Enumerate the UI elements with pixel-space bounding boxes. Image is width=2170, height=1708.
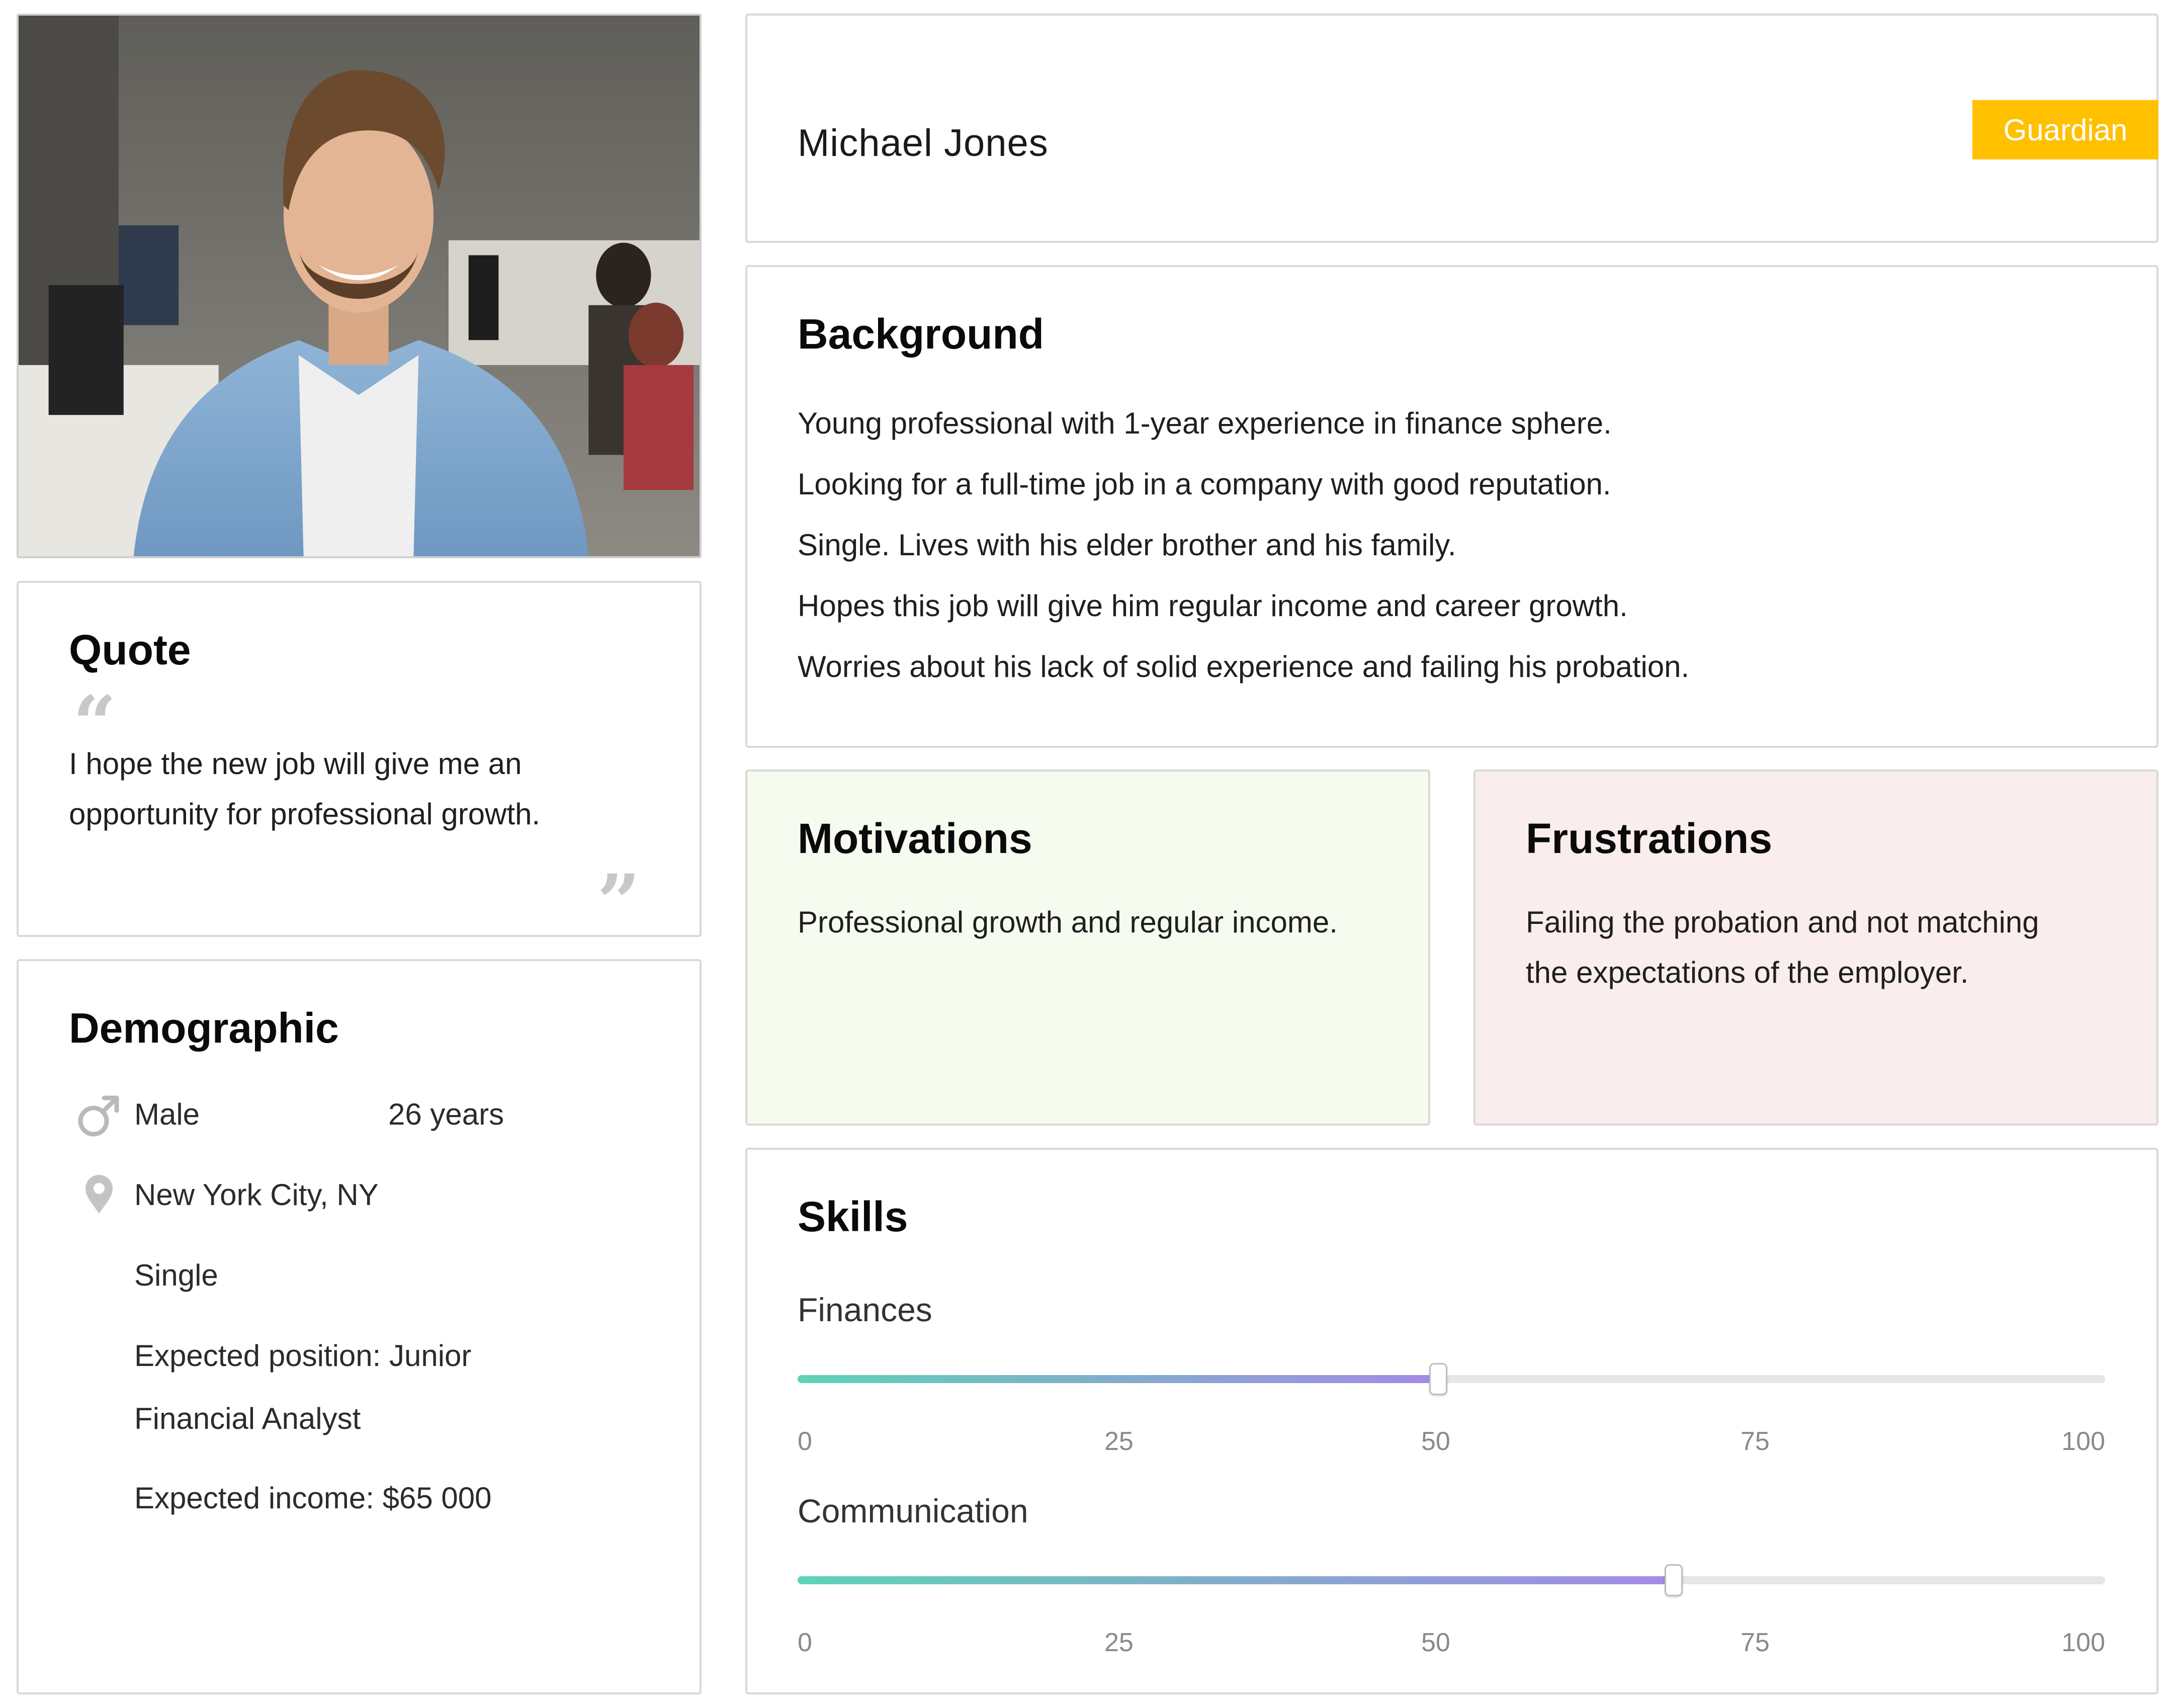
open-quote-icon: “ bbox=[73, 679, 117, 768]
age-value: 26 years bbox=[388, 1097, 504, 1131]
frustrations-title: Frustrations bbox=[1526, 815, 1773, 862]
slider-fill bbox=[798, 1375, 1438, 1383]
slider-track[interactable] bbox=[798, 1375, 2105, 1383]
slider-fill bbox=[798, 1576, 1674, 1584]
skill-finances bbox=[798, 1291, 2105, 1472]
motivations-title: Motivations bbox=[798, 815, 1032, 862]
background-line: Young professional with 1-year experience in finance sphere. bbox=[798, 406, 1612, 440]
persona-photo bbox=[17, 14, 702, 558]
tick-label: 25 bbox=[1104, 1427, 1134, 1456]
background-line: Single. Lives with his elder brother and his family. bbox=[798, 528, 1456, 562]
tick-label: 75 bbox=[1741, 1427, 1770, 1456]
male-icon bbox=[76, 1093, 122, 1138]
quote-title: Quote bbox=[69, 626, 191, 673]
quote-text: I hope the new job will give me an opportunity for professional growth. bbox=[69, 747, 541, 831]
skill-name: Finances bbox=[798, 1291, 932, 1328]
position-value-line-2: Financial Analyst bbox=[134, 1402, 361, 1435]
gender-value: Male bbox=[134, 1097, 200, 1131]
persona-photo-image bbox=[19, 16, 700, 556]
slider-track[interactable] bbox=[798, 1576, 2105, 1584]
slider-tick-labels bbox=[798, 1628, 2105, 1663]
background-title: Background bbox=[798, 310, 1045, 358]
persona-name: Michael Jones bbox=[798, 122, 1049, 164]
slider-tick-labels bbox=[798, 1426, 2105, 1462]
slider-thumb[interactable] bbox=[1665, 1564, 1683, 1596]
background-line: Looking for a full-time job in a company with good reputation. bbox=[798, 467, 1611, 501]
tick-label: 75 bbox=[1741, 1628, 1770, 1657]
background-card bbox=[745, 265, 2158, 748]
income-value: Expected income: $65 000 bbox=[134, 1481, 492, 1515]
persona-type-badge: Guardian bbox=[1972, 100, 2158, 159]
tick-label: 0 bbox=[798, 1427, 812, 1456]
demographic-gender-row bbox=[19, 1097, 672, 1142]
position-value-line-1: Expected position: Junior bbox=[134, 1339, 472, 1373]
demographic-card bbox=[17, 959, 702, 1694]
skills-card bbox=[745, 1148, 2158, 1694]
tick-label: 25 bbox=[1104, 1628, 1134, 1657]
motivations-text: Professional growth and regular income. bbox=[798, 905, 1338, 939]
tick-label: 50 bbox=[1421, 1427, 1450, 1456]
skill-name: Communication bbox=[798, 1492, 1028, 1529]
tick-label: 100 bbox=[2061, 1628, 2105, 1657]
demographic-title: Demographic bbox=[69, 1004, 339, 1052]
slider-thumb[interactable] bbox=[1429, 1363, 1447, 1395]
skill-communication bbox=[798, 1492, 2105, 1673]
tick-label: 0 bbox=[798, 1628, 812, 1657]
motivations-card bbox=[745, 770, 1430, 1126]
quote-card bbox=[17, 581, 702, 947]
location-pin-icon bbox=[76, 1171, 122, 1217]
tick-label: 100 bbox=[2061, 1427, 2105, 1456]
skills-title: Skills bbox=[798, 1193, 908, 1240]
status-value: Single bbox=[134, 1258, 218, 1292]
close-quote-icon: ” bbox=[597, 858, 641, 947]
background-line: Worries about his lack of solid experience and failing his probation. bbox=[798, 650, 1690, 684]
demographic-location-row bbox=[19, 1177, 672, 1223]
background-line: Hopes this job will give him regular income and career growth. bbox=[798, 589, 1628, 623]
background-list bbox=[798, 393, 1689, 697]
tick-label: 50 bbox=[1421, 1628, 1450, 1657]
location-value: New York City, NY bbox=[134, 1178, 379, 1212]
persona-header-card bbox=[745, 14, 2158, 243]
frustrations-card bbox=[1473, 770, 2158, 1126]
frustrations-text: Failing the probation and not matching the expectations of the employer. bbox=[1526, 905, 2039, 989]
